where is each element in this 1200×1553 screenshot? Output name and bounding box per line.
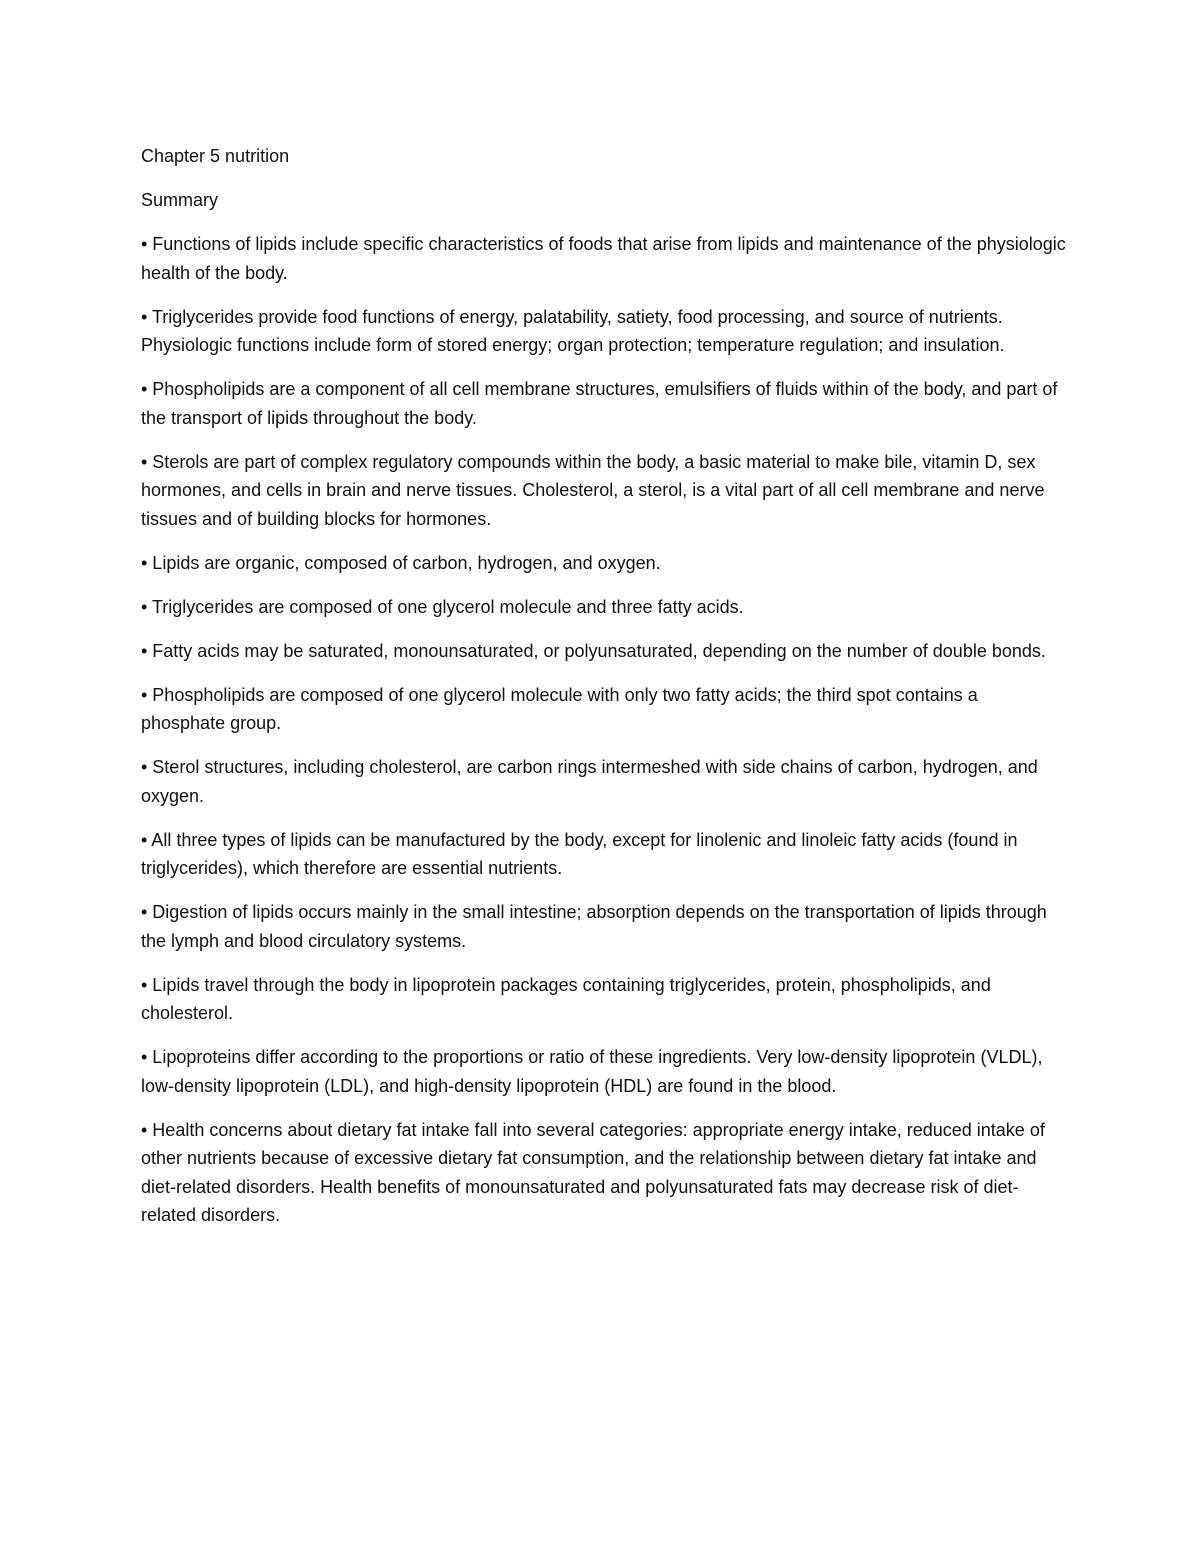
bullet-item: • Sterols are part of complex regulatory compounds within the body, a basic material to make bile, vitamin D, sex hormones, and cells in brain and nerve tissues. Cholesterol, a sterol, is a vital part of all cell membrane and nerve tissues and of building blocks for hormones. (141, 451, 1045, 529)
bullet-item: • Functions of lipids include specific characteristics of foods that arise from lipids and maintenance of the physiologic health of the body. (141, 234, 1066, 283)
section-heading-summary: Summary (141, 190, 219, 210)
summary-bullet-list (141, 230, 1066, 1230)
bullet-item: • Lipoproteins differ according to the proportions or ratio of these ingredients. Very low-density lipoprotein (VLDL), low-density lipoprotein (LDL), and high-density lipoprotein (HDL) are found in the blood. (141, 1047, 1043, 1096)
bullet-item: • Lipids travel through the body in lipoprotein packages containing triglycerides, protein, phospholipids, and cholesterol. (141, 974, 991, 1023)
bullet-item: • Triglycerides provide food functions of energy, palatability, satiety, food processing, and source of nutrients. Physiologic functions include form of stored energy; organ protection; temperature regulation; and insulation. (141, 306, 1005, 355)
document-title: Chapter 5 nutrition (141, 146, 290, 166)
bullet-item: • All three types of lipids can be manufactured by the body, except for linolenic and linoleic fatty acids (found in triglycerides), which therefore are essential nutrients. (141, 829, 1018, 878)
bullet-item: • Phospholipids are a component of all cell membrane structures, emulsifiers of fluids within of the body, and part of the transport of lipids throughout the body. (141, 379, 1058, 428)
bullet-item: • Digestion of lipids occurs mainly in the small intestine; absorption depends on the transportation of lipids through the lymph and blood circulatory systems. (141, 902, 1047, 951)
bullet-item: • Lipids are organic, composed of carbon, hydrogen, and oxygen. (141, 552, 661, 573)
bullet-item: • Phospholipids are composed of one glycerol molecule with only two fatty acids; the third spot contains a phosphate group. (141, 684, 978, 733)
document-body (141, 142, 1066, 1245)
bullet-item: • Triglycerides are composed of one glycerol molecule and three fatty acids. (141, 596, 744, 617)
bullet-item: • Sterol structures, including cholesterol, are carbon rings intermeshed with side chains of carbon, hydrogen, and oxygen. (141, 757, 1038, 806)
bullet-item: • Fatty acids may be saturated, monounsaturated, or polyunsaturated, depending on the number of double bonds. (141, 640, 1046, 661)
bullet-item: • Health concerns about dietary fat intake fall into several categories: appropriate energy intake, reduced intake of other nutrients because of excessive dietary fat consumption, and the relationship between dietary fat intake and diet-related disorders. Health benefits of monounsaturated and polyunsaturated fats may decrease risk of diet-related disorders. (141, 1119, 1045, 1225)
